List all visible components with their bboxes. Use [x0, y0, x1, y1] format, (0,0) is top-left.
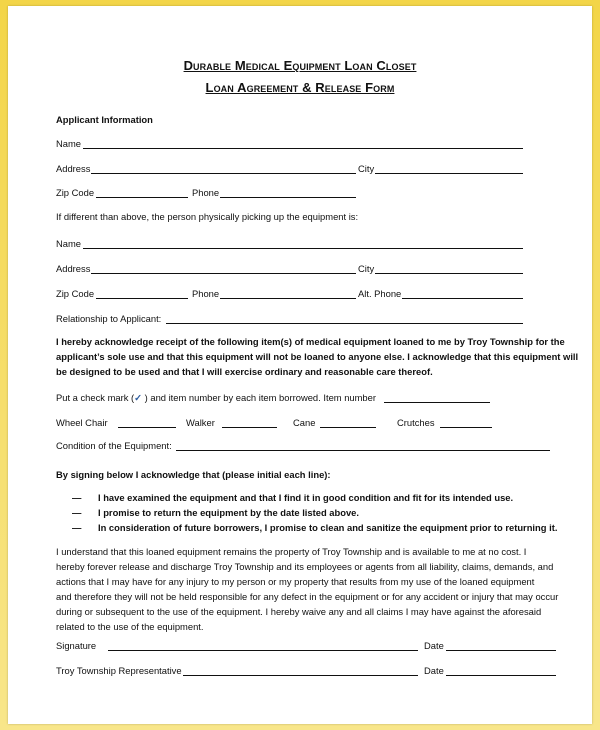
dash-3: —: [72, 522, 82, 533]
dash-2: —: [72, 507, 82, 518]
dash-1: —: [72, 492, 82, 503]
applicant-name-label: Name: [56, 138, 82, 149]
representative-date-label: Date: [424, 665, 444, 676]
signing-heading: By signing below I acknowledge that (please initial each line):: [56, 469, 331, 480]
representative-label: Troy Township Representative: [56, 665, 182, 676]
signing-item-3: — In consideration of future borrowers, I promise to clean and sanitize the equipment prior to returning it.: [72, 522, 558, 533]
pickup-name-field[interactable]: [83, 248, 523, 249]
form-title-line2: Loan Agreement & Release Form: [205, 80, 395, 95]
signing-list: [72, 490, 557, 535]
walker-field[interactable]: [222, 427, 277, 428]
release-line5: during or subsequent to the use of the equipment. I hereby waive any and all claims I may have against the aforesaid: [56, 606, 542, 617]
signature-field[interactable]: [108, 650, 418, 651]
pickup-alt-phone-label: Alt. Phone: [358, 288, 402, 299]
relationship-field[interactable]: [166, 323, 523, 324]
applicant-city-label: City: [358, 163, 375, 174]
applicant-address-label: Address: [56, 163, 91, 174]
applicant-heading: Applicant Information: [56, 114, 153, 125]
release-line3: actions that I may have for any injury to my person or my property that results from my use of the loaned equipment: [56, 576, 535, 587]
check-mark-icon: ✓: [134, 392, 143, 403]
acknowledgement-line1: I hereby acknowledge receipt of the following item(s) of medical equipment loaned to me by Troy Township for the: [56, 336, 565, 347]
signing-item-2: — I promise to return the equipment by the date listed above.: [72, 507, 359, 518]
release-line2: hereby forever release and discharge Troy Township and its employees or agents from all liability, claims, demands, and: [56, 561, 554, 572]
crutches-label: Crutches: [397, 417, 435, 428]
condition-field[interactable]: [176, 450, 550, 451]
form-title-line1: Durable Medical Equipment Loan Closet: [183, 58, 417, 73]
pickup-city-field[interactable]: [375, 273, 523, 274]
applicant-city-field[interactable]: [375, 173, 523, 174]
pickup-name-label: Name: [56, 238, 82, 249]
item-instruction-after: ) and item number by each item borrowed. Item number: [144, 392, 376, 403]
cane-label: Cane: [293, 417, 316, 428]
applicant-zip-label: Zip Code: [56, 187, 95, 198]
representative-field[interactable]: [183, 675, 418, 676]
pickup-zip-field[interactable]: [96, 298, 188, 299]
pickup-alt-phone-field[interactable]: [402, 298, 523, 299]
pickup-intro: If different than above, the person physically picking up the equipment is:: [56, 211, 359, 222]
applicant-address-field[interactable]: [91, 173, 356, 174]
item-instruction: [56, 392, 376, 404]
item-instruction-before: Put a check mark (: [56, 392, 135, 403]
relationship-label: Relationship to Applicant:: [56, 313, 162, 324]
pickup-phone-label: Phone: [192, 288, 220, 299]
item-number-field[interactable]: [384, 402, 490, 403]
applicant-zip-field[interactable]: [96, 197, 188, 198]
document-page: [8, 6, 592, 724]
walker-label: Walker: [186, 417, 215, 428]
applicant-name-field[interactable]: [83, 148, 523, 149]
release-paragraph: [56, 544, 558, 634]
signing-item-1: — I have examined the equipment and that I find it in good condition and fit for its intended use.: [72, 492, 514, 503]
acknowledgement-paragraph: [56, 334, 578, 379]
crutches-field[interactable]: [440, 427, 492, 428]
pickup-phone-field[interactable]: [220, 298, 356, 299]
condition-label: Condition of the Equipment:: [56, 440, 172, 451]
applicant-phone-field[interactable]: [220, 197, 356, 198]
pickup-zip-label: Zip Code: [56, 288, 95, 299]
wheelchair-label: Wheel Chair: [56, 417, 108, 428]
representative-date-field[interactable]: [446, 675, 556, 676]
cane-field[interactable]: [320, 427, 376, 428]
pickup-address-label: Address: [56, 263, 91, 274]
signature-label: Signature: [56, 640, 97, 651]
release-line1: I understand that this loaned equipment remains the property of Troy Township and is available to me at no cost. I: [56, 546, 527, 557]
acknowledgement-line2: applicant’s sole use and that this equipment will not be loaned to anyone else. I acknowledge that this equipment will: [56, 351, 579, 362]
pickup-city-label: City: [358, 263, 375, 274]
release-line4: and therefore they will not be held responsible for any defect in the equipment or for any accident or injury that may occur: [56, 591, 559, 602]
wheelchair-field[interactable]: [118, 427, 176, 428]
signature-date-label: Date: [424, 640, 444, 651]
acknowledgement-line3: be designed to be used and that I will exercise ordinary and reasonable care thereof.: [56, 366, 433, 377]
applicant-phone-label: Phone: [192, 187, 220, 198]
release-line6: related to the use of the equipment.: [56, 621, 204, 632]
pickup-address-field[interactable]: [91, 273, 356, 274]
signature-date-field[interactable]: [446, 650, 556, 651]
